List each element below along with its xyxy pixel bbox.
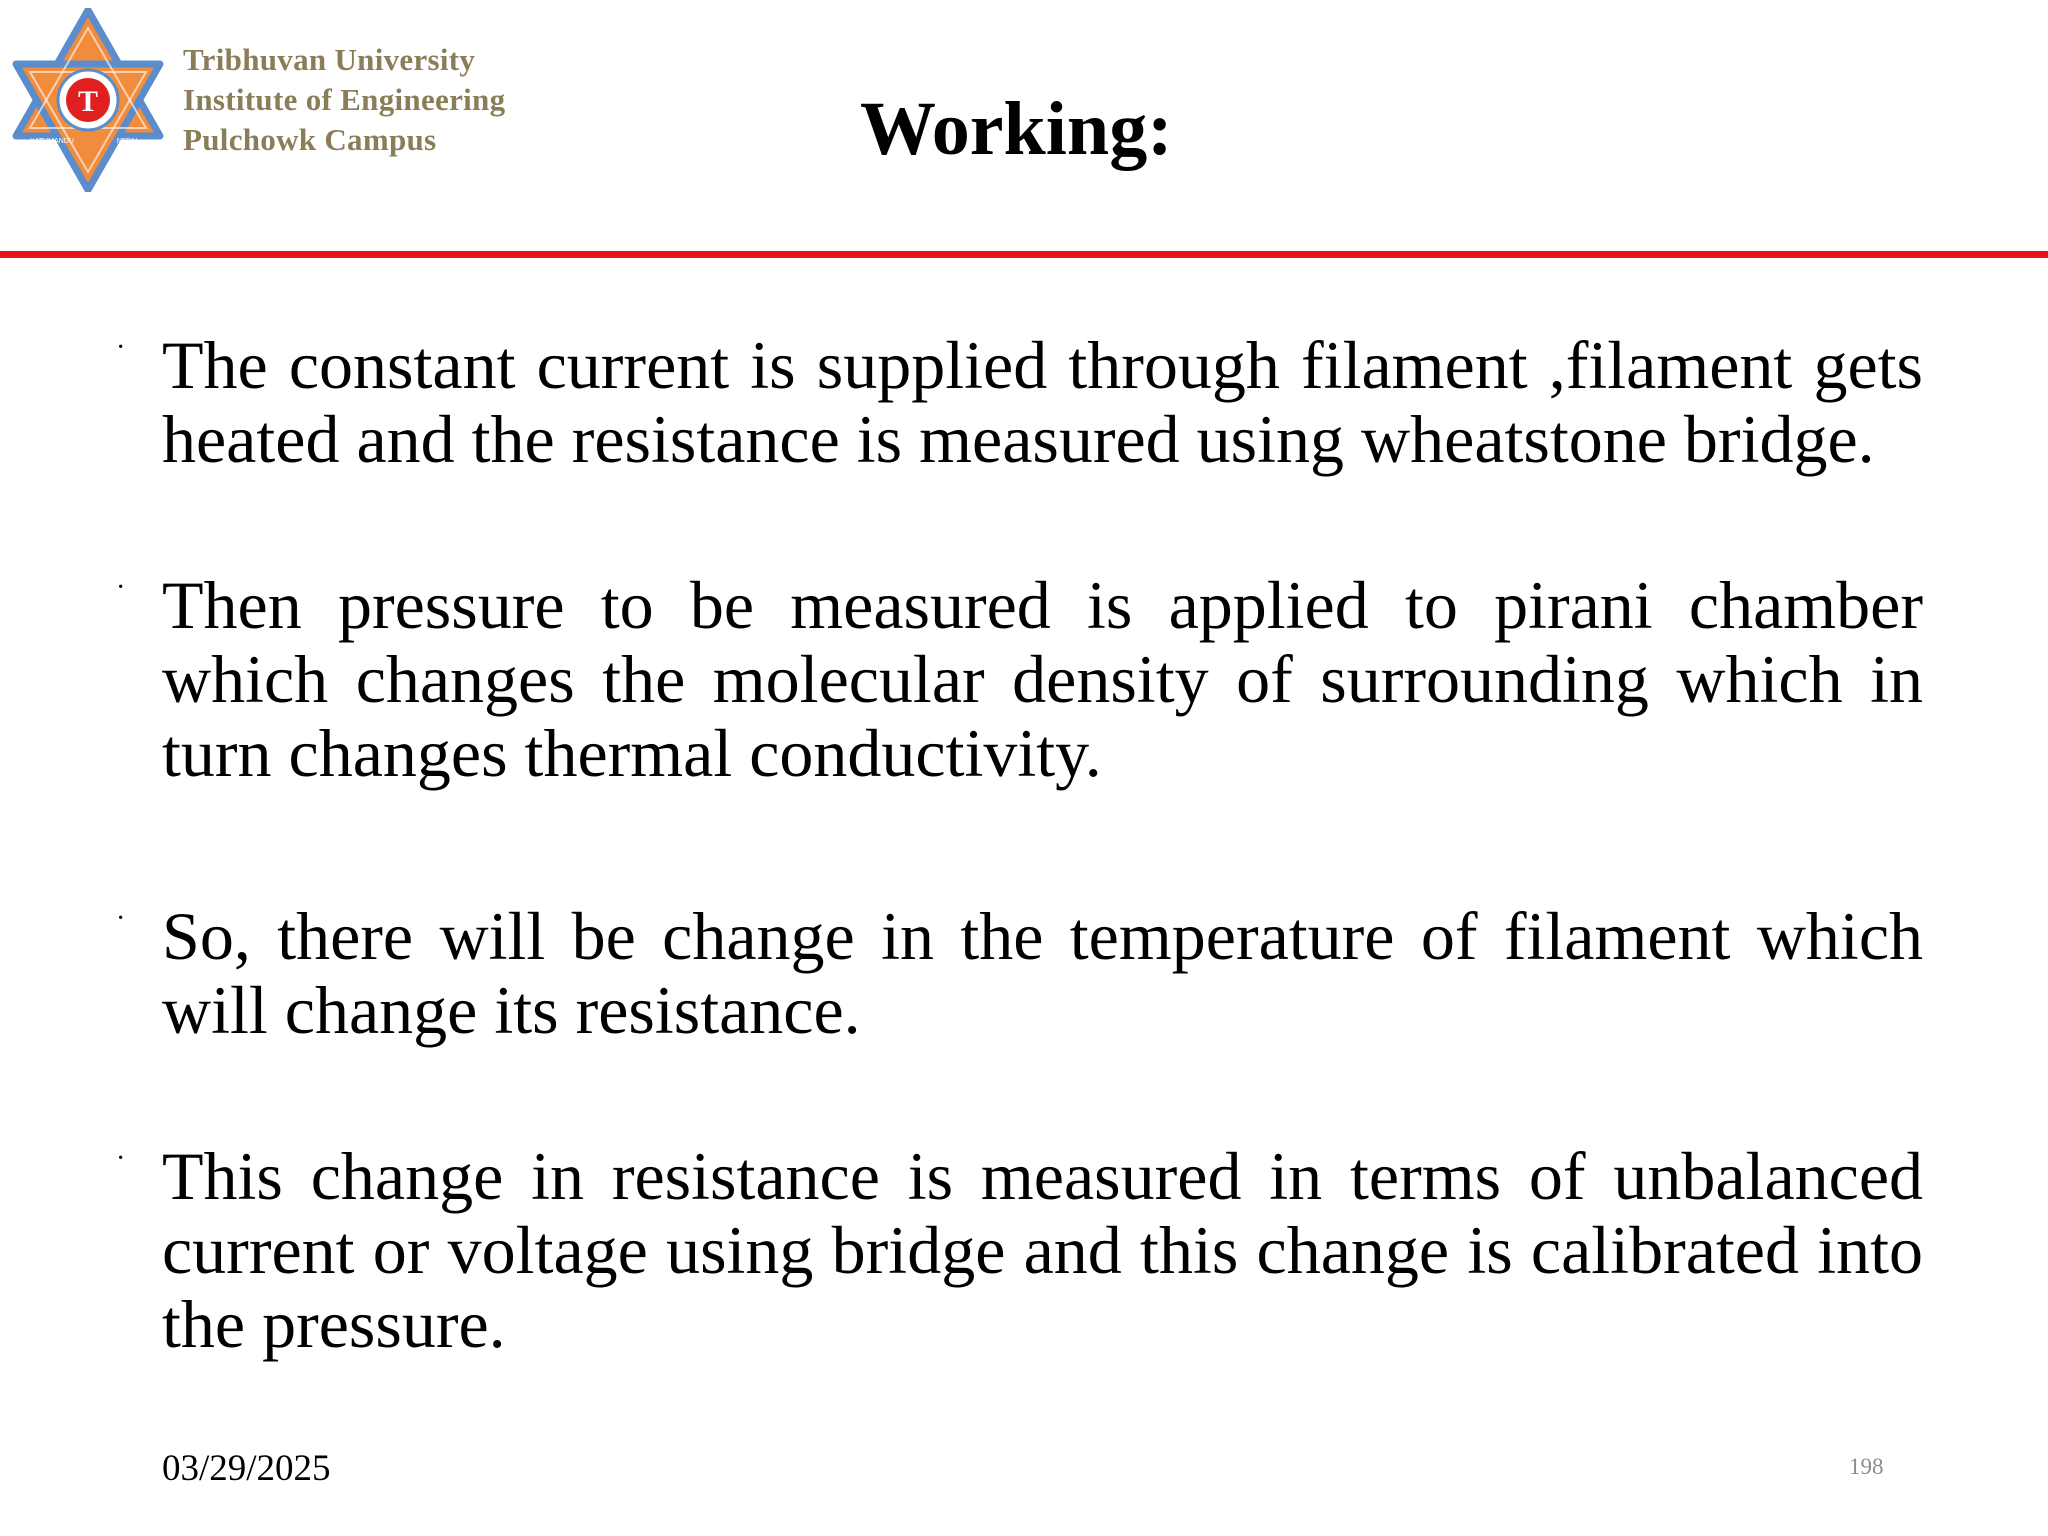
logo-band-text-right: NEPAL: [116, 138, 140, 145]
bullet-text: The constant current is supplied through filament ,filament gets heated and the resistance is measured using wheatstone bridge.: [162, 327, 1923, 477]
bullet-marker: ·: [116, 1143, 126, 1174]
bullet-text: This change in resistance is measured in terms of unbalanced current or voltage using bridge and this change is calibrated into the pressure.: [162, 1138, 1923, 1362]
institution-name: [183, 40, 505, 160]
bullet-marker: ·: [116, 332, 126, 363]
institution-line-university: Tribhuvan University: [183, 42, 476, 77]
bullet-marker: ·: [116, 903, 126, 934]
bullet-marker: ·: [116, 572, 126, 603]
bullet-text: Then pressure to be measured is applied to pirani chamber which changes the molecular density of surrounding which in turn changes thermal conductivity.: [162, 567, 1923, 791]
slide-title: Working:: [860, 87, 1173, 171]
page-number: 198: [1849, 1454, 1884, 1479]
logo-seal-letter: T: [77, 85, 99, 118]
institution-line-campus: Pulchowk Campus: [183, 122, 437, 157]
university-logo-icon: [8, 8, 168, 192]
logo-band-text-left: KATHMANDU: [30, 138, 74, 145]
bullet-text: So, there will be change in the temperature of filament which will change its resistance.: [162, 898, 1923, 1048]
header-divider: [0, 251, 2048, 258]
footer-date: 03/29/2025: [162, 1448, 331, 1489]
institution-line-institute: Institute of Engineering: [183, 82, 506, 117]
